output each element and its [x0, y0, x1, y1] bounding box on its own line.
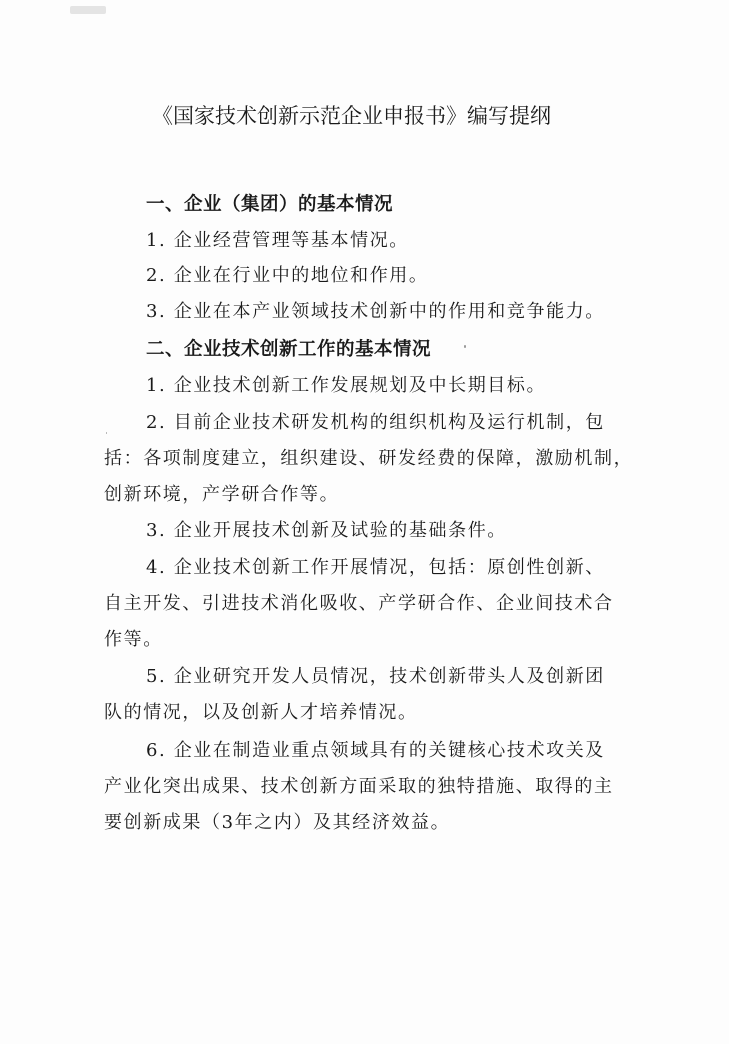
section2-item-4-line-1: 4. 企业技术创新工作开展情况，包括：原创性创新、: [146, 557, 605, 578]
scan-mark: [70, 6, 106, 14]
scan-speck: [106, 432, 107, 434]
section2-item-6-line-2: 产业化突出成果、技术创新方面采取的独特措施、取得的主: [104, 776, 614, 797]
section2-item-1: 1. 企业技术创新工作发展规划及中长期目标。: [146, 375, 547, 396]
section-heading-1: 一、企业（集团）的基本情况: [146, 194, 394, 215]
section2-item-2-line-1: 2. 目前企业技术研发机构的组织机构及运行机制，包: [146, 412, 605, 433]
section2-item-6-line-3: 要创新成果（3年之内）及其经济效益。: [104, 812, 451, 833]
section2-item-5-line-2: 队的情况，以及创新人才培养情况。: [104, 702, 418, 723]
section2-item-2-line-2: 括：各项制度建立，组织建设、研发经费的保障，激励机制，: [104, 448, 634, 469]
scan-speck: [464, 345, 466, 348]
section1-item-3: 3. 企业在本产业领域技术创新中的作用和竞争能力。: [146, 301, 605, 322]
section2-item-3: 3. 企业开展技术创新及试验的基础条件。: [146, 520, 507, 541]
section2-item-2-line-3: 创新环境，产学研合作等。: [104, 484, 340, 505]
section2-item-6-line-1: 6. 企业在制造业重点领域具有的关键核心技术攻关及: [146, 740, 605, 761]
document-title: 《国家技术创新示范企业申报书》编写提纲: [152, 104, 551, 128]
section2-item-4-line-2: 自主开发、引进技术消化吸收、产学研合作、企业间技术合: [104, 593, 614, 614]
section2-item-4-line-3: 作等。: [104, 629, 163, 650]
section1-item-2: 2. 企业在行业中的地位和作用。: [146, 265, 429, 286]
section-heading-2: 二、企业技术创新工作的基本情况: [146, 339, 432, 360]
section2-item-5-line-1: 5. 企业研究开发人员情况，技术创新带头人及创新团: [146, 666, 605, 687]
section1-item-1: 1. 企业经营管理等基本情况。: [146, 230, 409, 251]
